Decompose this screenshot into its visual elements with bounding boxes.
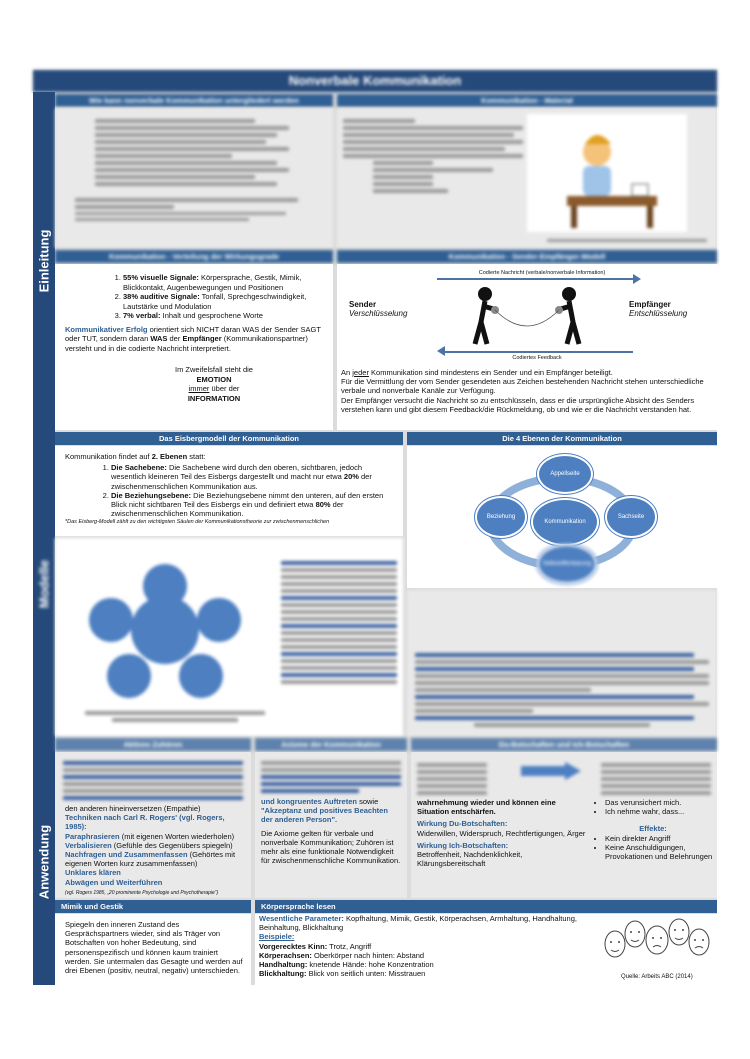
level-right: Sachseite <box>605 496 657 538</box>
level-top: Appellseite <box>537 454 593 494</box>
du-text: Widerwillen, Widerspruch, Rechtfertigungen, Ärger <box>417 828 586 838</box>
rogers-reference: (vgl. Rogers 1985, „20 prominente Psychologie und Psychotherapie“) <box>65 889 219 896</box>
mimik-text: Spiegeln den inneren Zustand des Gesprächspartners wieder, sind als Träger von Botschaften von hoher Bedeutung, sind personenspezifisch und können kaum trainiert werden. Sie untermalen das Gesagte und werden auf drei Ebenen (positiv, neutral, negativ) unterschieden. <box>65 920 243 976</box>
technique-item: Unklares klären <box>65 868 121 878</box>
section-header: Du-Botschaften und Ich-Botschaften <box>411 738 717 751</box>
effects-list <box>591 834 715 862</box>
section-header: Die 4 Ebenen der Kommunikation <box>407 432 717 445</box>
side-tab-anwendung: Anwendung <box>33 738 55 985</box>
top-arrow-label: Codierte Nachricht (verbale/nonverbale Information) <box>478 270 606 276</box>
list-item: 2. 38% auditive Signale: Tonfall, Sprechgeschwindigkeit, Lautstärke und Modulation <box>123 292 325 311</box>
section-header: Aktives Zuhören <box>55 738 251 751</box>
list-item: 3. 7% verbal: Inhalt und gesprochene Worte <box>123 311 325 321</box>
messages-panel <box>411 752 717 898</box>
list-item: 1. 55% visuelle Signale: Körpersprache, Gestik, Mimik, Blickkontakt, Augenbewegungen und Positionen <box>123 273 325 292</box>
parameters: Wesentliche Parameter: Kopfhaltung, Mimik, Gestik, Körperachsen, Armhaltung, Handhaltung, Beinhaltung, Blickhaltung <box>259 914 577 933</box>
receiver-label: Empfänger Entschlüsselung <box>629 300 688 318</box>
eisberg-diagram-panel <box>55 538 403 736</box>
section-header: Axiome der Kommunikation <box>255 738 407 751</box>
eisberg-footnote: *Das Eisberg-Modell zählt zu den wichtigsten Säulen der Kommunikationstheorie zur zwischenmenschlichen <box>65 519 330 526</box>
active-listening-panel <box>55 752 251 898</box>
rogers-heading: Techniken nach Carl R. Rogers' (vgl. Rogers, 1985): <box>65 813 225 832</box>
mehrabian-panel <box>55 264 333 430</box>
section-header: Körpersprache lesen <box>255 900 717 913</box>
axioms-panel: und kongruentes Auftreten sowie "Akzeptanz und positives Beachten der anderen Person". Die Axiome gelten für verbale und nonverbale Kommunikation; Zuhören ist mehr als eine funktionale Notwendigkeit für zwischenmenschliche Kommunikation. <box>255 752 407 898</box>
ich-heading: Wirkung Ich-Botschaften: <box>417 840 509 850</box>
sender-label: Sender Verschlüsselung <box>349 300 408 318</box>
du-heading: Wirkung Du-Botschaften: <box>417 819 508 829</box>
ich-message-effect: wahrnehmung wieder und können eine Situation entschärfen. <box>417 798 556 817</box>
section-header: Das Eisbergmodell der Kommunikation <box>55 432 403 445</box>
example-item: Körperachsen: Oberkörper nach hinten: Abstand <box>259 950 425 960</box>
four-levels-panel <box>407 446 717 588</box>
section-header: Kommunikation - Material <box>337 94 717 107</box>
arrow-head-icon <box>437 346 445 356</box>
empathy-line: den anderen hineinversetzen (Empathie) <box>65 804 201 813</box>
axiom-paragraph: Die Axiome gelten für verbale und nonverbale Kommunikation; Zuhören ist mehr als eine funktionale Notwendigkeit für zwischenmenschliche Kommunikation. <box>261 828 401 866</box>
eisberg-panel <box>55 446 403 536</box>
level-center: Kommunikation <box>531 498 599 546</box>
example-item: Vorgerecktes Kinn: Trotz, Angriff <box>259 941 372 951</box>
feedback-arrow <box>443 351 633 353</box>
list-item: 1. Die Sachebene: Die Sachebene wird durch den oberen, sichtbaren, jedoch wesentlich kleineren Teil des Eisbergs dargestellt und macht nur etwa 20% der zwischenmenschlichen Kommunikation aus. <box>111 463 395 491</box>
technique-item: Nachfragen und Zusammenfassen (Gehörtes mit eigenen Worten kurz zusammenfassen) <box>65 850 236 869</box>
erfolg-paragraph: Kommunikativer Erfolg orientiert sich NICHT daran WAS der Sender SAGT oder TUT, sondern daran WAS der Empfänger (Kommunikationspartner) versteht und in die codierte Nachricht interpretiert. <box>65 324 321 353</box>
mimik-panel <box>55 914 251 985</box>
sender-model-text: An jeder Kommunikation sind mindestens ein Sender und ein Empfänger beteiligt. Für die Vermittlung der vom Sender gesendeten aus Zeichen bestehenden Nachricht stehen unterschiedliche verbale und nonverbale Kanäle zur Verfügung. Der Empfänger versucht die Nachricht so zu entschlüsseln, dass er die ursprüngliche Absicht des Senders verstehen kann und gibt diesem Feedback/die Rückmeldung, ob und wie er die Nachricht verstanden hat. <box>341 368 704 414</box>
list-item: • Keine Anschuldigungen, Provokationen und Belehrungen <box>605 843 715 861</box>
page-title: Nonverbale Kommunikation <box>33 70 717 92</box>
level-bottom: Selbstoffenbarung <box>537 544 597 584</box>
message-arrow <box>437 278 637 280</box>
examples-heading: Beispiele: <box>259 932 295 942</box>
eisberg-intro: Kommunikation findet auf 2. Ebenen statt: <box>65 452 206 461</box>
example-item: Handhaltung: knetende Hände: hohe Konzentration <box>259 960 434 970</box>
section-header: Kommunikation - Verteilung der Wirkungsgrade <box>55 250 333 263</box>
faces-illustration <box>601 914 713 974</box>
material-panel <box>337 108 717 248</box>
technique-item: Verbalisieren (Gefühle des Gegenübers spiegeln) <box>65 840 233 850</box>
list-item: • Kein direkter Angriff <box>605 834 715 843</box>
eisberg-list <box>65 463 395 518</box>
list-item: • Das verunsichert mich. <box>605 798 715 807</box>
levels-description-panel <box>407 590 717 736</box>
bottom-arrow-label: Codiertes Feedback <box>512 355 562 361</box>
arrow-head-icon <box>633 274 641 284</box>
side-tab-einleitung: Einleitung <box>33 92 55 430</box>
section-header: Kommunikation - Sender-Empfänger-Modell <box>337 250 717 263</box>
ich-examples <box>591 798 715 816</box>
mehrabian-list <box>75 273 325 321</box>
section-header: Wie kann nonverbale Kommunikation untergliedert werden <box>55 94 333 107</box>
sender-receiver-figures <box>457 282 597 348</box>
section-header: Mimik und Gestik <box>55 900 251 913</box>
arrow-right-icon <box>521 762 581 780</box>
axiom-congruence: und kongruentes Auftreten <box>261 797 357 806</box>
source-credit: Quelle: Arbeits ABC (2014) <box>621 974 693 980</box>
level-left: Beziehung <box>475 496 527 538</box>
effects-heading: Effekte: <box>639 824 667 834</box>
ich-text: Betroffenheit, Nachdenklichkeit, Klärungsbereitschaft <box>417 850 523 869</box>
list-item: • Ich nehme wahr, dass... <box>605 807 715 816</box>
example-item: Blickhaltung: Blick von seitlich unten: Misstrauen <box>259 969 426 979</box>
cheat-sheet <box>33 70 717 985</box>
body-language-panel <box>255 914 717 985</box>
teacher-illustration <box>527 114 687 232</box>
axiom-acceptance: "Akzeptanz und positives Beachten der anderen Person". <box>261 806 388 825</box>
sender-model-panel <box>337 264 717 430</box>
side-tab-modelle: Modelle <box>33 430 55 738</box>
technique-item: Abwägen und Weiterführen <box>65 877 163 887</box>
technique-item: Paraphrasieren (mit eigenen Worten wiederholen) <box>65 831 235 841</box>
intro-panel <box>55 108 333 248</box>
emotion-note: Im Zweifelsfall steht die EMOTION immer über der INFORMATION <box>175 365 253 403</box>
list-item: 2. Die Beziehungsebene: Die Beziehungsebene nimmt den unteren, auf den ersten Blick nicht sichtbaren Teil des Eisbergs ein und definiert etwa 80% der zwischenmenschlichen Kommunikation. <box>111 491 395 519</box>
